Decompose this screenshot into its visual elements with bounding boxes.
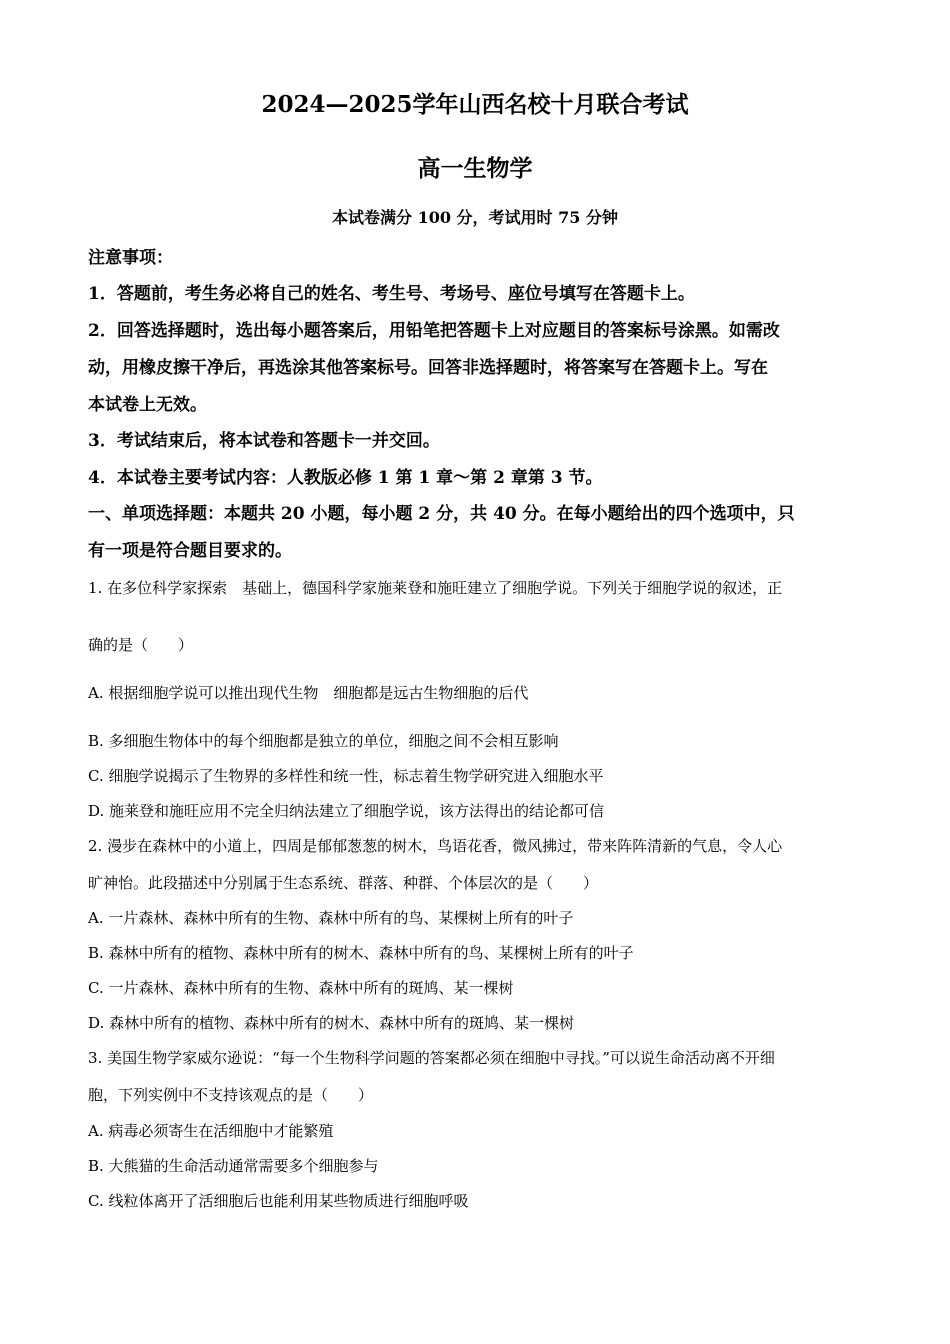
question-stem: 1. 在多位科学家探索 基础上，德国科学家施莱登和施旺建立了细胞学说。下列关于细胞学说的叙述，正 bbox=[88, 579, 783, 597]
option-c: C. 细胞学说揭示了生物界的多样性和统一性，标志着生物学研究进入细胞水平 bbox=[88, 767, 604, 785]
exam-title: 2024—2025学年山西名校十月联合考试 bbox=[261, 91, 689, 118]
notice-line: 4．本试卷主要考试内容：人教版必修 1 第 1 章～第 2 章第 3 节。 bbox=[88, 468, 603, 488]
notice-line: 2．回答选择题时，选出每小题答案后，用铅笔把答题卡上对应题目的答案标号涂黑。如需改 bbox=[88, 321, 780, 341]
option-a: A. 根据细胞学说可以推出现代生物 细胞都是远古生物细胞的后代 bbox=[88, 684, 529, 702]
question-stem: 胞，下列实例中不支持该观点的是（ ） bbox=[88, 1086, 374, 1104]
option-c: C. 一片森林、森林中所有的生物、森林中所有的斑鸠、某一棵树 bbox=[88, 979, 514, 997]
question-stem: 旷神怡。此段描述中分别属于生态系统、群落、种群、个体层次的是（ ） bbox=[88, 874, 599, 892]
question-stem: 3. 美国生物学家威尔逊说：“每一个生物科学问题的答案都必须在细胞中寻找。”可以说生命活动离不开细 bbox=[88, 1049, 775, 1067]
option-b: B. 大熊猫的生命活动通常需要多个细胞参与 bbox=[88, 1157, 379, 1175]
subject-title: 高一生物学 bbox=[417, 155, 533, 182]
question-stem: 确的是（ ） bbox=[88, 636, 194, 654]
notice-line: 本试卷上无效。 bbox=[88, 395, 207, 415]
notice-line: 动，用橡皮擦干净后，再选涂其他答案标号。回答非选择题时，将答案写在答题卡上。写在 bbox=[88, 358, 768, 378]
option-c: C. 线粒体离开了活细胞后也能利用某些物质进行细胞呼吸 bbox=[88, 1192, 469, 1210]
option-a: A. 一片森林、森林中所有的生物、森林中所有的鸟、某棵树上所有的叶子 bbox=[88, 909, 574, 927]
option-b: B. 多细胞生物体中的每个细胞都是独立的单位，细胞之间不会相互影响 bbox=[88, 732, 559, 750]
section-heading: 一、单项选择题：本题共 20 小题，每小题 2 分，共 40 分。在每小题给出的四个选项中，只 bbox=[88, 504, 795, 524]
option-b: B. 森林中所有的植物、森林中所有的树木、森林中所有的鸟、某棵树上所有的叶子 bbox=[88, 944, 634, 962]
option-d: D. 森林中所有的植物、森林中所有的树木、森林中所有的斑鸠、某一棵树 bbox=[88, 1014, 575, 1032]
section-heading: 有一项是符合题目要求的。 bbox=[88, 541, 292, 561]
question-stem: 2. 漫步在森林中的小道上，四周是郁郁葱葱的树木，鸟语花香，微风拂过，带来阵阵清新的气息，令人心 bbox=[88, 837, 783, 855]
option-d: D. 施莱登和施旺应用不完全归纳法建立了细胞学说，该方法得出的结论都可信 bbox=[88, 802, 605, 820]
exam-info: 本试卷满分 100 分，考试用时 75 分钟 bbox=[332, 208, 618, 227]
notice-heading: 注意事项： bbox=[88, 248, 173, 268]
option-a: A. 病毒必须寄生在活细胞中才能繁殖 bbox=[88, 1122, 334, 1140]
notice-line: 1．答题前，考生务必将自己的姓名、考生号、考场号、座位号填写在答题卡上。 bbox=[88, 284, 695, 304]
notice-line: 3．考试结束后，将本试卷和答题卡一并交回。 bbox=[88, 431, 440, 451]
